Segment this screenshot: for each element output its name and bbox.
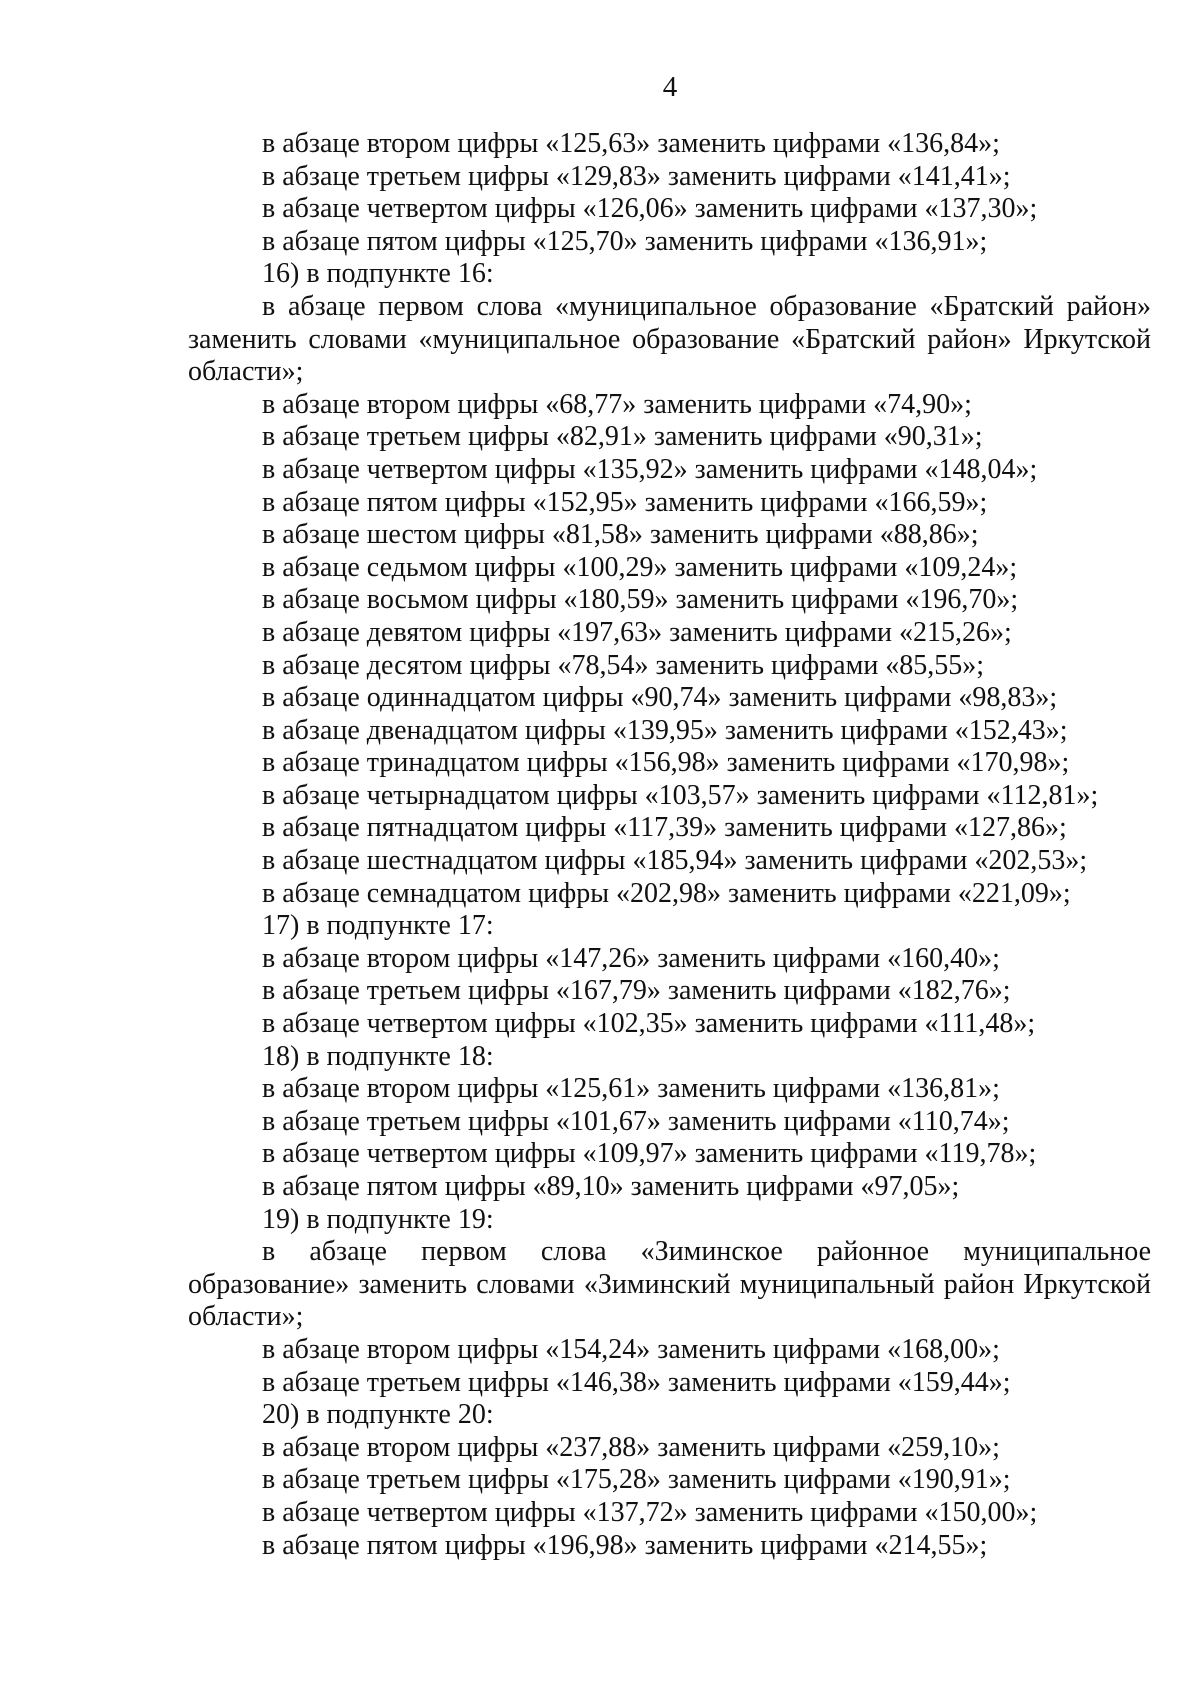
text-line: в абзаце девятом цифры «197,63» заменить цифрами «215,26»; (262, 616, 1012, 648)
text-line: в абзаце пятнадцатом цифры «117,39» заменить цифрами «127,86»; (262, 812, 1067, 844)
subitem-heading: 17) в подпункте 17: (262, 910, 494, 942)
text-line: в абзаце четвертом цифры «109,97» заменить цифрами «119,78»; (262, 1138, 1037, 1170)
text-line: в абзаце пятом цифры «152,95» заменить цифрами «166,59»; (262, 486, 988, 518)
text-line: в абзаце восьмом цифры «180,59» заменить цифрами «196,70»; (262, 584, 1019, 616)
text-line: в абзаце третьем цифры «175,28» заменить цифрами «190,91»; (262, 1464, 1011, 1496)
text-line: в абзаце четырнадцатом цифры «103,57» заменить цифрами «112,81»; (262, 779, 1099, 811)
text-line: в абзаце втором цифры «154,24» заменить цифрами «168,00»; (262, 1333, 1000, 1365)
text-line: в абзаце втором цифры «125,61» заменить цифрами «136,81»; (262, 1073, 1000, 1105)
text-line: области»; (188, 356, 304, 388)
text-line: в абзаце шестом цифры «81,58» заменить цифрами «88,86»; (262, 519, 979, 551)
text-line: в абзаце четвертом цифры «137,72» заменить цифрами «150,00»; (262, 1496, 1038, 1528)
text-line: в абзаце тринадцатом цифры «156,98» заменить цифрами «170,98»; (262, 747, 1070, 779)
text-line: в абзаце двенадцатом цифры «139,95» заменить цифрами «152,43»; (262, 714, 1068, 746)
text-line: в абзаце первом слова «муниципальное образование «Братский район» (262, 290, 1151, 322)
text-line: в абзаце третьем цифры «82,91» заменить цифрами «90,31»; (262, 421, 983, 453)
text-line: образование» заменить словами «Зиминский муниципальный район Иркутской (188, 1268, 1151, 1300)
text-line: в абзаце третьем цифры «146,38» заменить цифрами «159,44»; (262, 1366, 1011, 1398)
text-line: в абзаце втором цифры «147,26» заменить цифрами «160,40»; (262, 942, 1000, 974)
page-number: 4 (662, 71, 678, 103)
text-line: в абзаце пятом цифры «196,98» заменить цифрами «214,55»; (262, 1529, 988, 1561)
text-line: в абзаце пятом цифры «89,10» заменить цифрами «97,05»; (262, 1171, 960, 1202)
text-line: области»; (188, 1301, 304, 1333)
text-line: в абзаце шестнадцатом цифры «185,94» заменить цифрами «202,53»; (262, 845, 1088, 877)
text-line: в абзаце четвертом цифры «102,35» заменить цифрами «111,48»; (262, 1008, 1036, 1040)
text-line: в абзаце одиннадцатом цифры «90,74» заменить цифрами «98,83»; (262, 682, 1058, 714)
text-line: в абзаце десятом цифры «78,54» заменить цифрами «85,55»; (262, 649, 985, 681)
subitem-heading: 20) в подпункте 20: (262, 1399, 494, 1431)
text-line: в абзаце первом слова «Зиминское районное муниципальное (262, 1236, 1151, 1268)
text-line: в абзаце втором цифры «237,88» заменить цифрами «259,10»; (262, 1431, 1000, 1463)
text-line: в абзаце четвертом цифры «126,06» заменить цифрами «137,30»; (262, 193, 1038, 225)
document-body (188, 128, 1151, 1562)
text-line: в абзаце третьем цифры «167,79» заменить цифрами «182,76»; (262, 975, 1011, 1007)
subitem-heading: 18) в подпункте 18: (262, 1040, 494, 1072)
text-line: в абзаце четвертом цифры «135,92» заменить цифрами «148,04»; (262, 453, 1038, 485)
subitem-heading: 16) в подпункте 16: (262, 258, 494, 290)
text-line: в абзаце третьем цифры «129,83» заменить цифрами «141,41»; (262, 160, 1011, 192)
subitem-heading: 19) в подпункте 19: (262, 1203, 494, 1235)
text-line: в абзаце третьем цифры «101,67» заменить цифрами «110,74»; (262, 1105, 1010, 1137)
text-line: в абзаце седьмом цифры «100,29» заменить цифрами «109,24»; (262, 551, 1018, 583)
text-line: в абзаце пятом цифры «125,70» заменить цифрами «136,91»; (262, 225, 988, 257)
text-line: в абзаце втором цифры «68,77» заменить цифрами «74,90»; (262, 388, 972, 420)
text-line: заменить словами «муниципальное образование «Братский район» Иркутской (188, 323, 1151, 355)
text-line: в абзаце втором цифры «125,63» заменить цифрами «136,84»; (262, 128, 1000, 159)
text-line: в абзаце семнадцатом цифры «202,98» заменить цифрами «221,09»; (262, 877, 1071, 909)
